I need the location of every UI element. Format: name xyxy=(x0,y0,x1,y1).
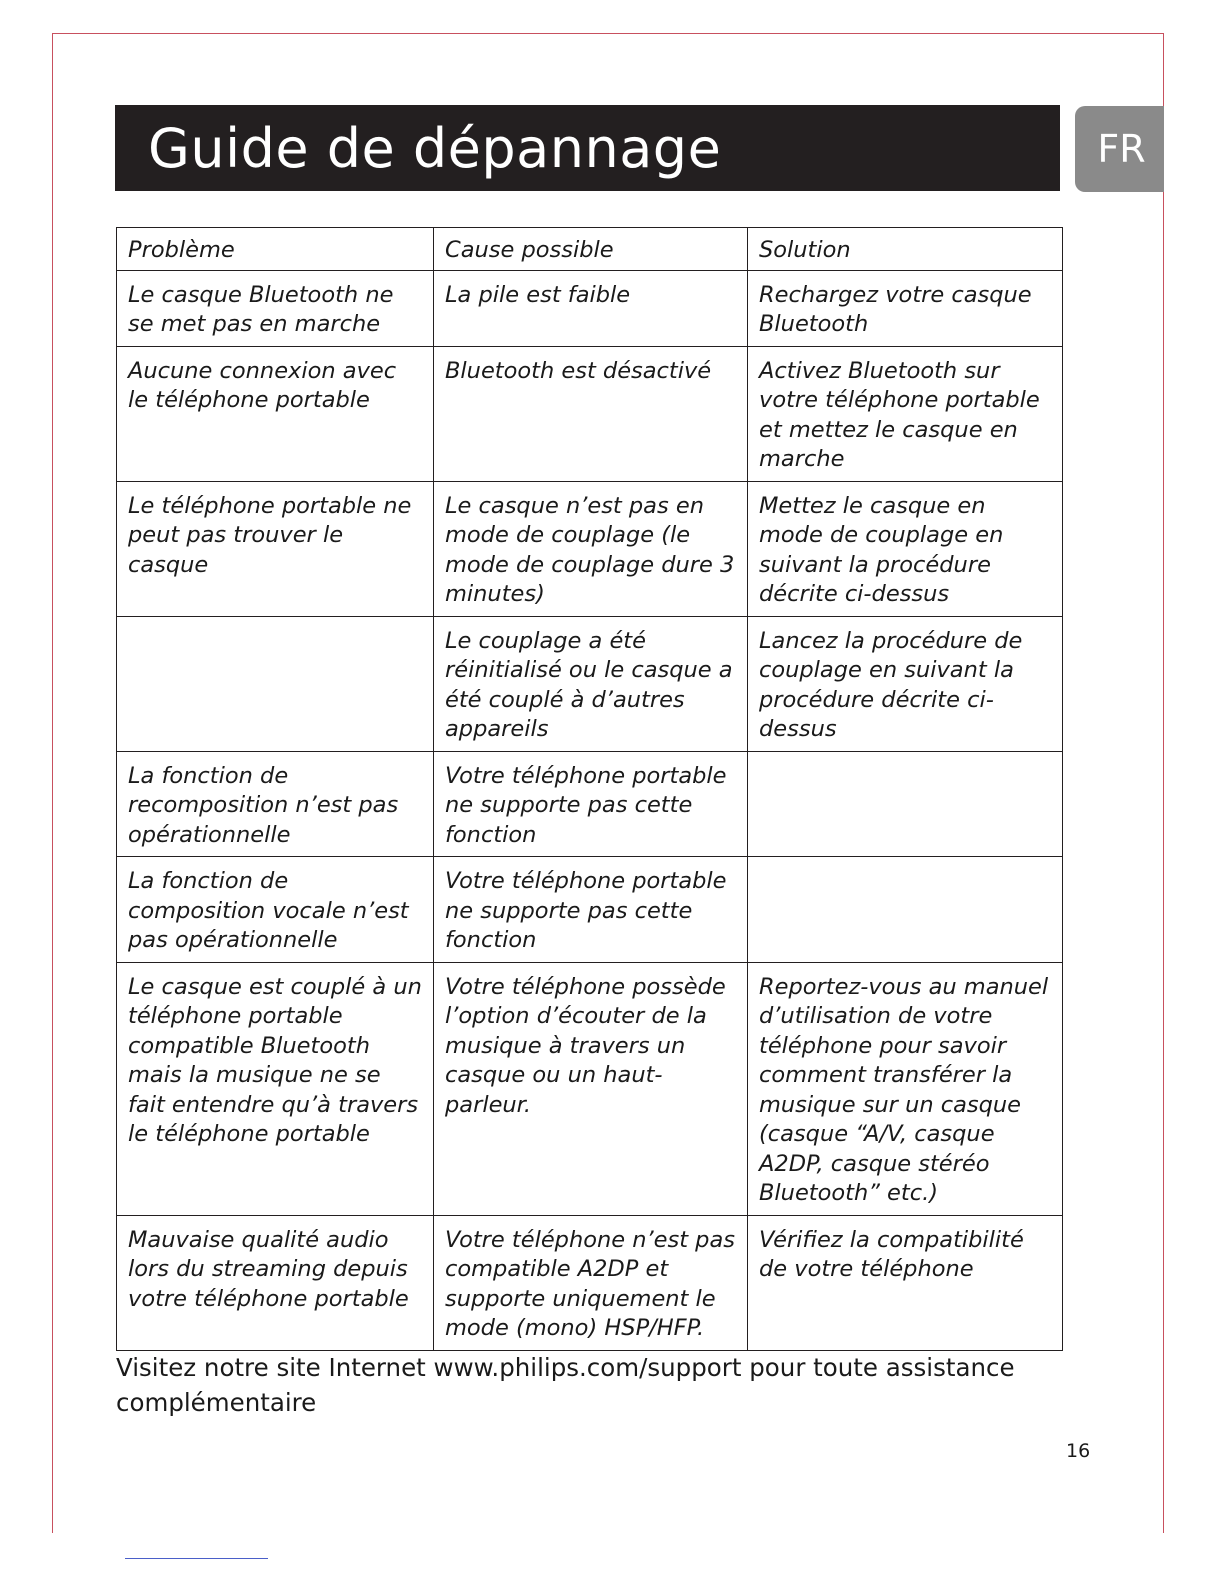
problem-cell: La fonction de recomposition n’est pas opérationnelle xyxy=(117,751,434,857)
cause-cell: Votre téléphone n’est pas compatible A2DP et supporte uniquement le mode (mono) HSP/HFP. xyxy=(434,1215,748,1350)
solution-cell xyxy=(748,751,1063,857)
cause-cell: Le couplage a été réinitialisé ou le casque a été couplé à d’autres appareils xyxy=(434,616,748,751)
solution-cell: Vérifiez la compatibilité de votre téléphone xyxy=(748,1215,1063,1350)
table-row xyxy=(117,1215,1063,1350)
page-title: Guide de dépannage xyxy=(148,116,722,180)
page-border-top xyxy=(52,33,1164,34)
table-row xyxy=(117,346,1063,481)
problem-cell: Le casque Bluetooth ne se met pas en marche xyxy=(117,270,434,346)
cause-cell: Votre téléphone portable ne supporte pas cette fonction xyxy=(434,751,748,857)
solution-cell: Reportez-vous au manuel d’utilisation de votre téléphone pour savoir comment transférer la musique sur un casque (casque “A/V, casque A2DP, casque stéréo Bluetooth” etc.) xyxy=(748,962,1063,1215)
bottom-rule xyxy=(125,1558,268,1559)
problem-cell: La fonction de composition vocale n’est pas opérationnelle xyxy=(117,857,434,963)
solution-cell: Mettez le casque en mode de couplage en suivant la procédure décrite ci-dessus xyxy=(748,481,1063,616)
cause-cell: Bluetooth est désactivé xyxy=(434,346,748,481)
table-header-row xyxy=(117,228,1063,271)
table-row xyxy=(117,857,1063,963)
title-bar xyxy=(115,105,1060,191)
table-row xyxy=(117,481,1063,616)
page-border-left xyxy=(52,33,53,1533)
problem-cell: Le téléphone portable ne peut pas trouver le casque xyxy=(117,481,434,616)
cause-cell: La pile est faible xyxy=(434,270,748,346)
support-note: Visitez notre site Internet www.philips.com/support pour toute assistance complémentaire xyxy=(116,1353,1015,1417)
page-number: 16 xyxy=(1066,1440,1091,1462)
solution-cell: Rechargez votre casque Bluetooth xyxy=(748,270,1063,346)
column-header-solution: Solution xyxy=(748,228,1063,271)
column-header-cause: Cause possible xyxy=(434,228,748,271)
column-header-problem: Problème xyxy=(117,228,434,271)
problem-cell: Mauvaise qualité audio lors du streaming depuis votre téléphone portable xyxy=(117,1215,434,1350)
problem-cell: Le casque est couplé à un téléphone portable compatible Bluetooth mais la musique ne se fait entendre qu’à travers le téléphone portable xyxy=(117,962,434,1215)
page-border-right xyxy=(1163,33,1164,1533)
troubleshooting-table xyxy=(116,227,1063,1351)
table-row xyxy=(117,616,1063,751)
problem-cell: Aucune connexion avec le téléphone portable xyxy=(117,346,434,481)
table-row xyxy=(117,751,1063,857)
cause-cell: Votre téléphone portable ne supporte pas cette fonction xyxy=(434,857,748,963)
solution-cell: Lancez la procédure de couplage en suivant la procédure décrite ci-dessus xyxy=(748,616,1063,751)
solution-cell: Activez Bluetooth sur votre téléphone portable et mettez le casque en marche xyxy=(748,346,1063,481)
problem-cell xyxy=(117,616,434,751)
table-row xyxy=(117,270,1063,346)
cause-cell: Votre téléphone possède l’option d’écouter de la musique à travers un casque ou un haut-parleur. xyxy=(434,962,748,1215)
language-tab-label: FR xyxy=(1097,127,1146,171)
table-row xyxy=(117,962,1063,1215)
solution-cell xyxy=(748,857,1063,963)
language-tab xyxy=(1075,106,1164,192)
cause-cell: Le casque n’est pas en mode de couplage (le mode de couplage dure 3 minutes) xyxy=(434,481,748,616)
